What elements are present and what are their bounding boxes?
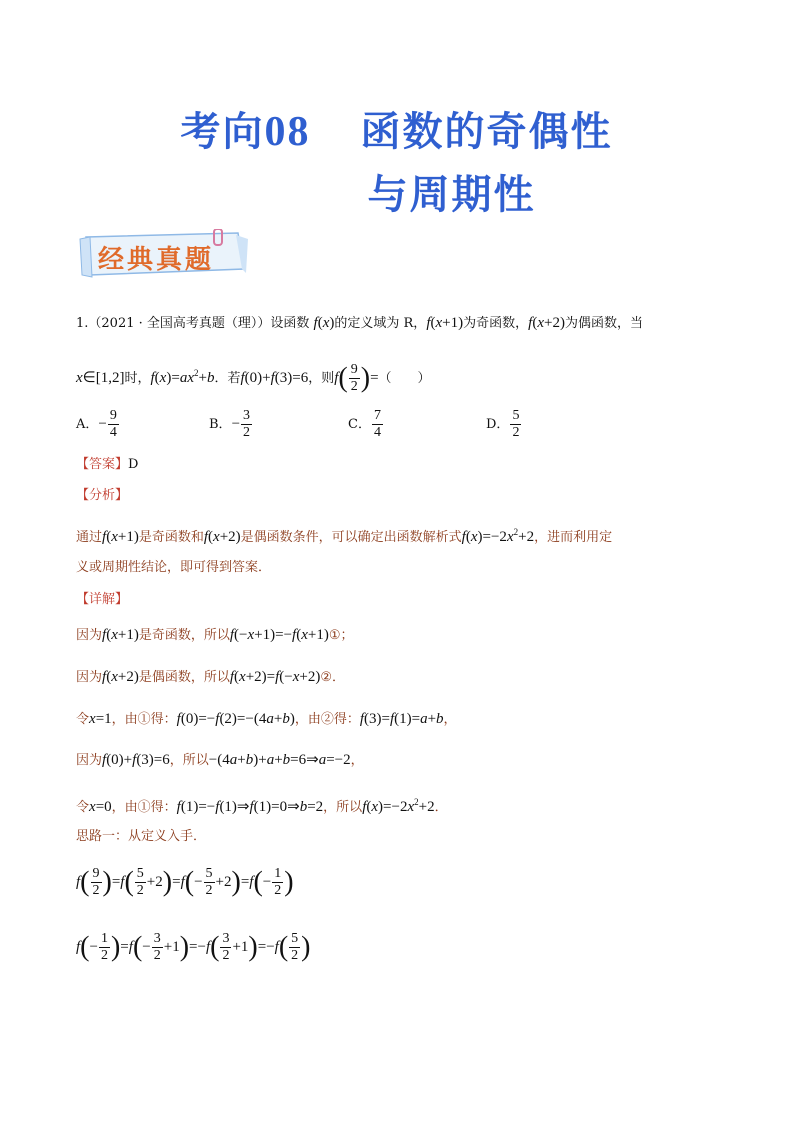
option-denominator: 2 bbox=[243, 425, 251, 440]
question-text: 为奇函数， bbox=[463, 316, 529, 331]
analysis-label: 【分析】 bbox=[76, 488, 129, 503]
detail-text: ，由②得： bbox=[294, 712, 360, 727]
question-text: ，则 bbox=[308, 371, 335, 386]
option-sign: − bbox=[231, 416, 241, 432]
question-text: ．若 bbox=[214, 371, 241, 386]
detail-text: ，由①得： bbox=[111, 800, 177, 815]
detail-text: 是奇函数，所以 bbox=[138, 628, 230, 643]
detail-text: 是偶函数，所以 bbox=[138, 670, 230, 685]
analysis-text: 通过 bbox=[76, 530, 103, 545]
option-d[interactable] bbox=[486, 408, 522, 441]
detail-text: ②． bbox=[320, 670, 346, 685]
analysis-line-2 bbox=[76, 558, 271, 578]
question-number: 1. bbox=[76, 316, 89, 331]
analysis-text: 是奇函数和 bbox=[138, 530, 204, 545]
question-line-2: x∈[1,2]时，$f(x)=ax^2+b$．若f(0)+f(3)=6，则f( $\frac{9}{2}$ )=（ ） bbox=[76, 362, 431, 394]
detail-text: 因为 bbox=[76, 628, 103, 643]
answer-line bbox=[76, 455, 138, 475]
answer-label: 【答案】 bbox=[76, 457, 129, 472]
option-label: D． bbox=[486, 417, 510, 432]
detail-label-line bbox=[76, 590, 128, 610]
detail-text: 令 bbox=[76, 800, 90, 815]
question-text: （ ） bbox=[378, 371, 431, 386]
analysis-text: 是偶函数条件，可以确定出函数解析式 bbox=[240, 530, 462, 545]
detail-line-1: 因为f(x+1)是奇函数，所以f(−x+1)=−f(x+1)①； bbox=[76, 627, 354, 643]
detail-idea-line bbox=[76, 827, 206, 847]
option-c[interactable] bbox=[348, 408, 384, 441]
equation-line-1: f( $\frac{9}{2}$ )=f( $\frac{5}{2}$ +2)=f(− $\frac{5}{2}$ +2)=f(− $\frac{1}{2}$ ) bbox=[76, 866, 294, 898]
detail-text: 令 bbox=[76, 712, 90, 727]
detail-text: ，所以 bbox=[323, 800, 363, 815]
detail-text: ． bbox=[434, 800, 448, 815]
analysis-text: 义或周期性结论，即可得到答案． bbox=[76, 560, 272, 575]
question-line-1: 1.（2021 · 全国高考真题（理））设函数 f(x)的定义域为 R，f(x+1)为奇函数，f(x+2)为偶函数，当 bbox=[76, 315, 643, 331]
title-number: 08 bbox=[264, 109, 311, 155]
detail-text: ， bbox=[350, 753, 364, 768]
detail-idea: 思路一：从定义入手． bbox=[76, 829, 207, 844]
analysis-text: ，进而利用定 bbox=[534, 530, 613, 545]
title-line-1 bbox=[0, 100, 793, 157]
option-denominator: 4 bbox=[373, 425, 381, 440]
option-numerator: 7 bbox=[373, 408, 381, 423]
option-label: A． bbox=[76, 417, 99, 432]
badge-text: 经典真题 bbox=[98, 245, 215, 275]
title-line-2 bbox=[0, 163, 793, 220]
option-denominator: 4 bbox=[109, 425, 117, 440]
detail-text: 因为 bbox=[76, 670, 103, 685]
analysis-line-1: 通过f(x+1)是奇函数和f(x+2)是偶函数条件，可以确定出函数解析式$f(x)=-2x^2+2$，进而利用定 bbox=[76, 527, 613, 545]
question-text: 为偶函数，当 bbox=[564, 316, 643, 331]
question-source: （2021 · 全国高考真题（理）） bbox=[88, 316, 271, 331]
option-numerator: 3 bbox=[243, 408, 251, 423]
detail-text: ， bbox=[443, 712, 457, 727]
detail-line-3: 令x=1，由①得：f(0)=−f(2)=−(4a+b)，由②得：f(3)=f(1)=a+b， bbox=[76, 711, 457, 727]
detail-text: ，所以 bbox=[169, 753, 209, 768]
title-topic-1: 函数的奇偶性 bbox=[360, 108, 613, 155]
question-text: 的定义域为 R， bbox=[334, 316, 427, 331]
option-b[interactable] bbox=[209, 408, 253, 441]
detail-text: ，由①得： bbox=[111, 712, 177, 727]
analysis-label-line bbox=[76, 486, 128, 506]
answer-value: D bbox=[128, 457, 139, 472]
question-text: 时， bbox=[124, 371, 151, 386]
option-label: B． bbox=[209, 417, 232, 432]
option-sign: − bbox=[98, 416, 107, 432]
title-topic-2: 与周期性 bbox=[367, 171, 536, 218]
section-badge bbox=[76, 229, 252, 281]
option-numerator: 9 bbox=[109, 408, 117, 423]
detail-label: 【详解】 bbox=[76, 592, 129, 607]
option-numerator: 5 bbox=[512, 408, 520, 423]
option-denominator: 2 bbox=[512, 425, 520, 440]
option-label: C． bbox=[348, 417, 371, 432]
detail-text: ①； bbox=[328, 628, 354, 643]
detail-line-2: 因为f(x+2)是偶函数，所以f(x+2)=f(−x+2)②． bbox=[76, 669, 346, 685]
option-a[interactable] bbox=[76, 408, 120, 441]
question-text: 设函数 bbox=[270, 316, 310, 331]
detail-line-4: 因为f(0)+f(3)=6，所以−(4a+b)+a+b=6⇒a=−2， bbox=[76, 752, 364, 768]
title-prefix: 考向 bbox=[180, 108, 265, 155]
equation-line-2: f(− $\frac{1}{2}$ )=f(− $\frac{3}{2}$ +1)=−f( $\frac{3}{2}$ +1)=−f( $\frac{5}{2}$ ) bbox=[76, 931, 311, 963]
detail-text: 因为 bbox=[76, 753, 103, 768]
detail-line-5: 令x=0，由①得：f(1)=−f(1)⇒f(1)=0⇒b=2，所以$f(x)=-2x^2+2$． bbox=[76, 797, 448, 815]
